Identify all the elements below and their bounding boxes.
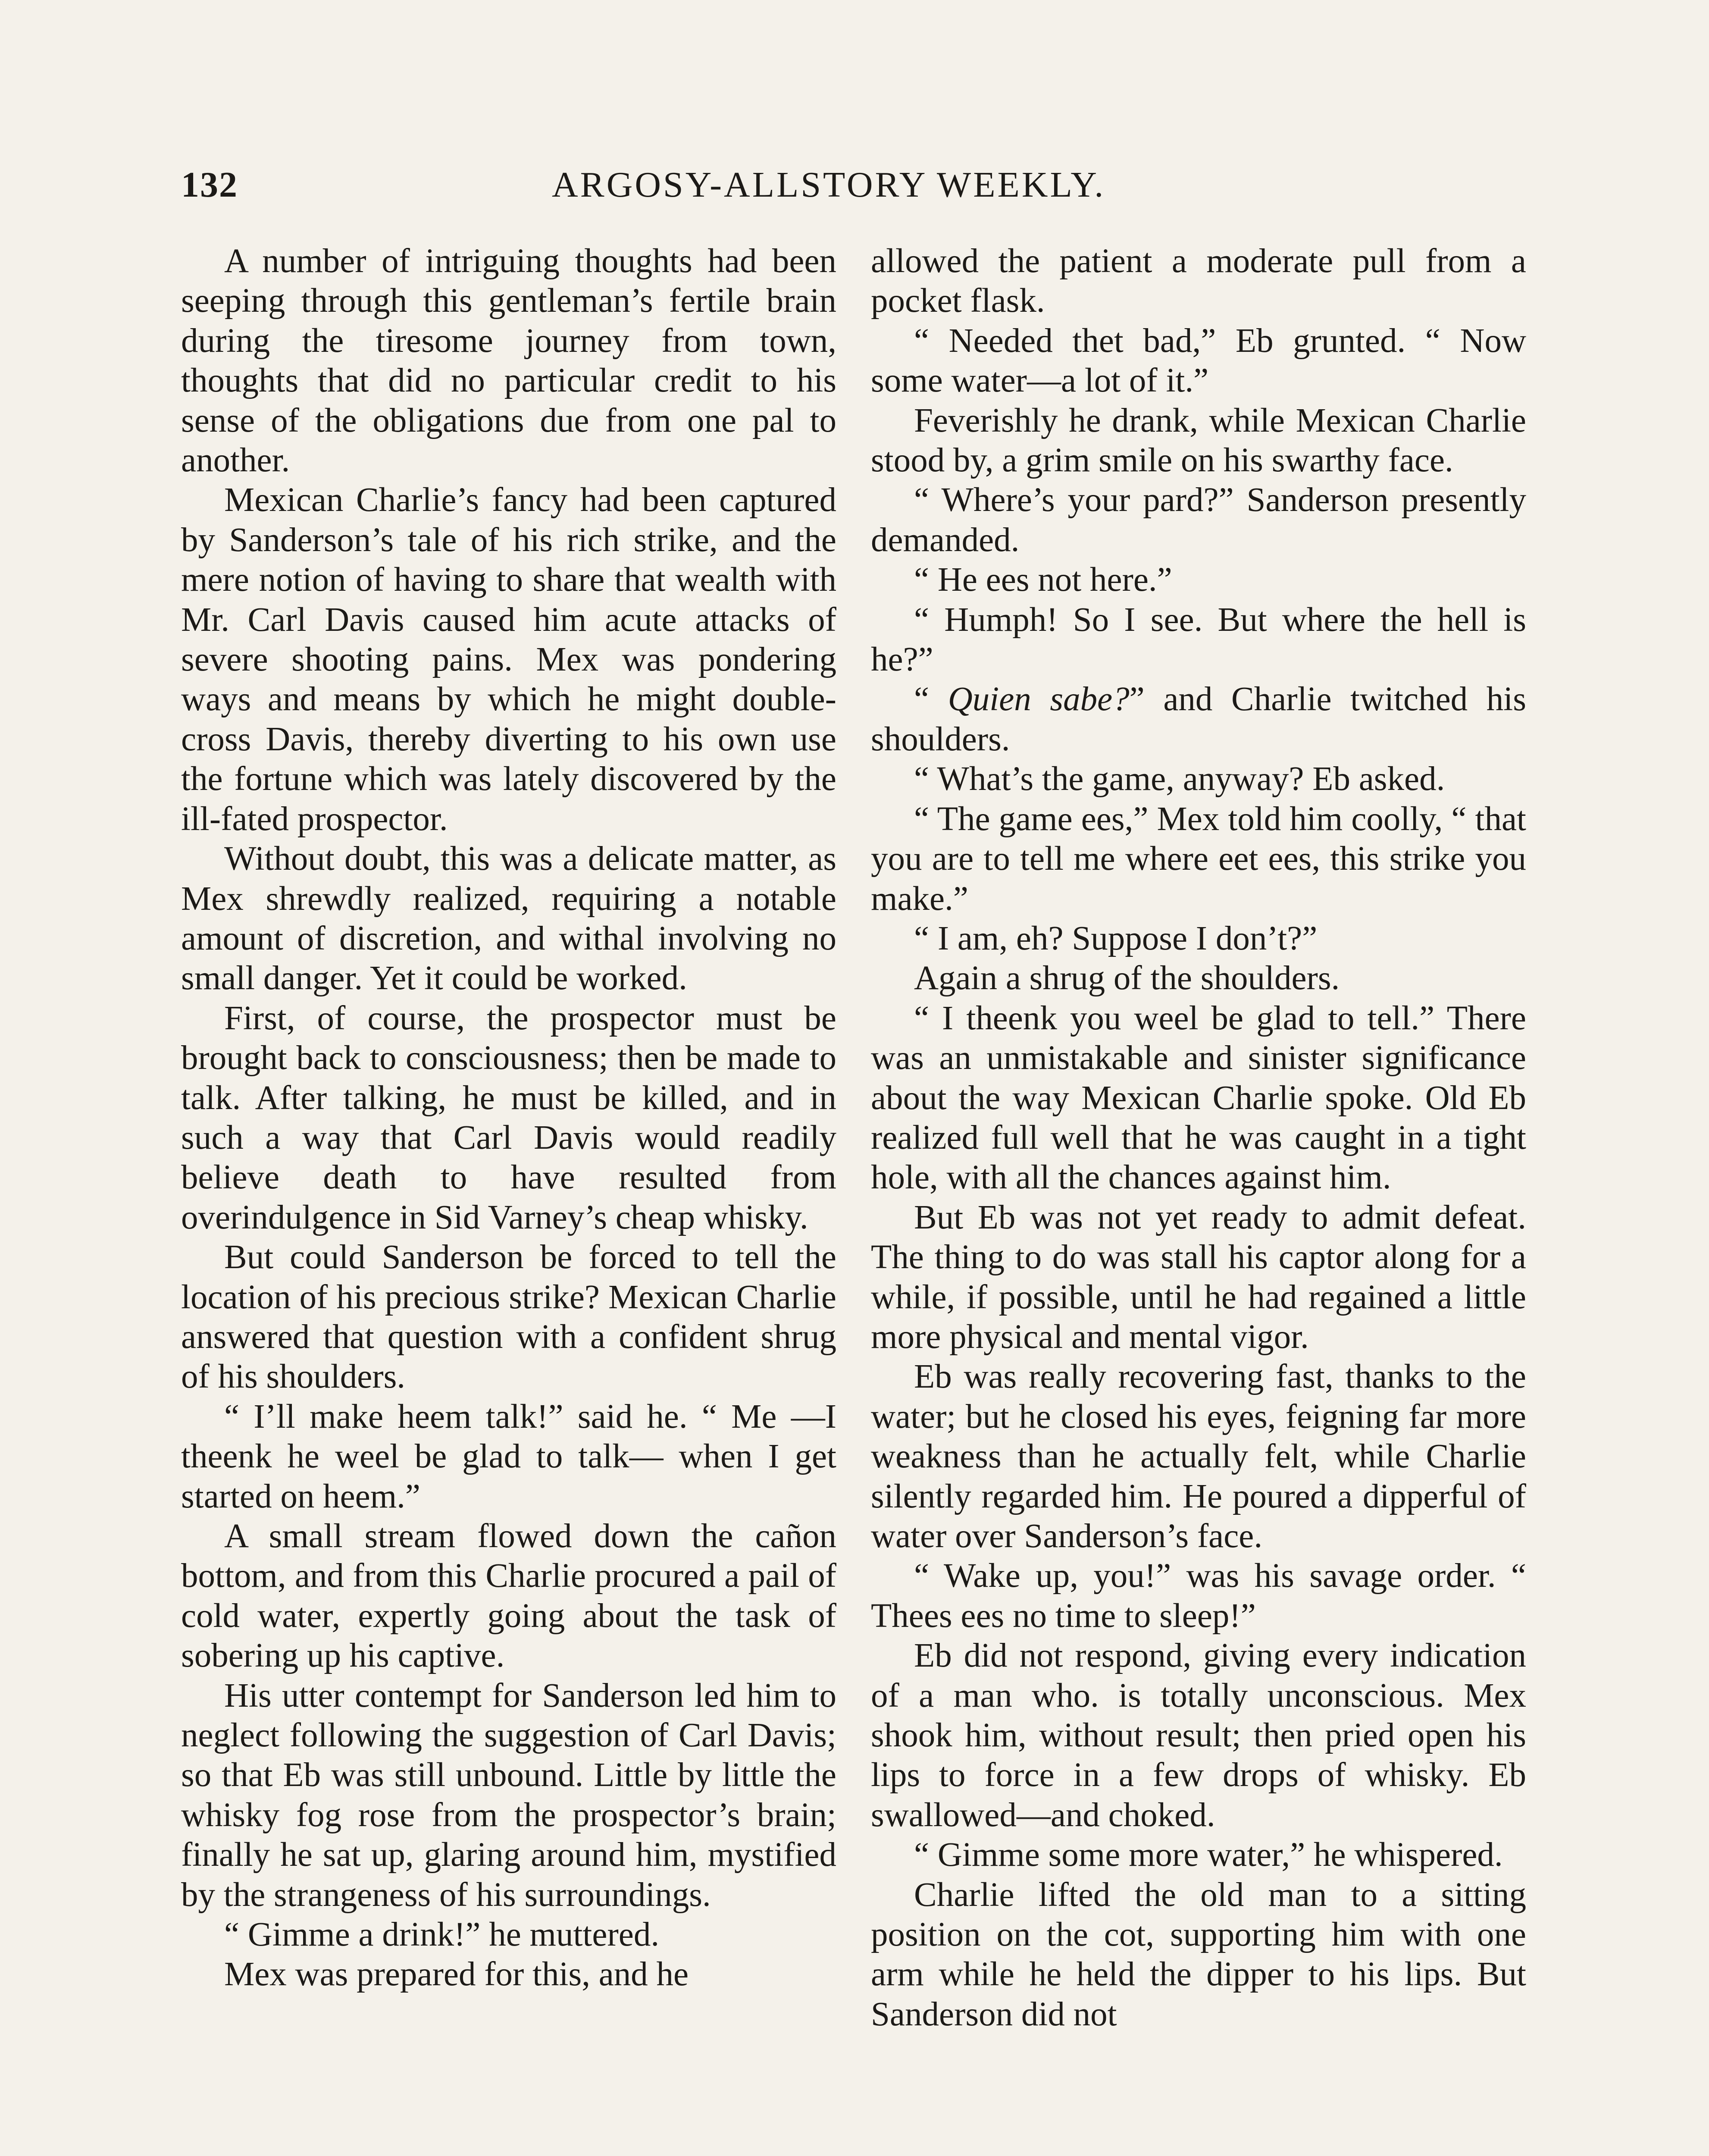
page-header [181, 164, 1147, 216]
paragraph: “ Gimme some more water,” he whispered. [914, 1836, 1503, 1874]
paragraph: “ I theenk you weel be glad to tell.” There was an unmistakable and sinister significance about the way Mexican Charlie spoke. Old Eb realized full well that he was caught in a tight hole, with all the chances against him. [871, 999, 1526, 1197]
paragraph: Feverishly he drank, while Mexican Charlie stood by, a grim smile on his swarthy face. [871, 401, 1526, 479]
left-column [181, 241, 836, 2156]
paragraph: But Eb was not yet ready to admit defeat. The thing to do was stall his captor along for a while, if possible, until he had regained a little more physical and mental vigor. [871, 1198, 1526, 1356]
paragraph: A number of intriguing thoughts had been seeping through this gentleman’s fertile brain during the tiresome journey from town, thoughts that did no particular credit to his sense of the obligations due from one pal to another. [181, 242, 836, 479]
paragraph: First, of course, the prospector must be brought back to consciousness; then be made to talk. After talking, he must be killed, and in such a way that Carl Davis would readily believe death to have resulted from overindulgence in Sid Varney’s cheap whisky. [181, 999, 836, 1236]
page-number: 132 [181, 165, 238, 205]
paragraph: Eb did not respond, giving every indication of a man who. is totally unconscious. Mex shook him, without result; then pried open his lips to force in a few drops of whisky. Eb swallowed—and choked. [871, 1637, 1526, 1834]
paragraph: “ Wake up, you!” was his savage order. “ Thees ees no time to sleep!” [871, 1557, 1526, 1635]
paragraph: “ Humph! So I see. But where the hell is he?” [871, 601, 1526, 679]
text-columns [181, 241, 1539, 2156]
paragraph: Mexican Charlie’s fancy had been captured by Sanderson’s tale of his rich strike, and the mere notion of having to share that wealth with Mr. Carl Davis caused him acute attacks of severe shooting pains. Mex was pondering ways and means by which he might double-cross Davis, thereby diverting to his own use the fortune which was lately discovered by the ill-fated prospector. [181, 481, 836, 838]
paragraph: “ I’ll make heem talk!” said he. “ Me —I theenk he weel be glad to talk— when I get started on heem.” [181, 1398, 836, 1515]
paragraph: Again a shrug of the shoulders. [914, 959, 1340, 997]
paragraph: His utter contempt for Sanderson led him to neglect following the suggestion of Carl Davis; so that Eb was still unbound. Little by little the whisky fog rose from the prospector’s brain; finally he sat up, glaring around him, mystified by the strangeness of his surroundings. [181, 1677, 836, 1914]
paragraph: “ Needed thet bad,” Eb grunted. “ Now some water—a lot of it.” [871, 322, 1526, 400]
paragraph: But could Sanderson be forced to tell the location of his precious strike? Mexican Charlie answered that question with a confident shrug of his shoulders. [181, 1238, 836, 1396]
paragraph: “ Gimme a drink!” he muttered. [224, 1916, 660, 1954]
running-title: ARGOSY-ALLSTORY WEEKLY. [552, 165, 1106, 205]
paragraph: “ I am, eh? Suppose I don’t?” [914, 919, 1318, 957]
paragraph: Without doubt, this was a delicate matter, as Mex shrewdly realized, requiring a notable amount of discretion, and withal involving no small danger. Yet it could be worked. [181, 840, 836, 997]
paragraph-quien-sabe: “ Quien sabe?” and Charlie twitched his shoulders. [871, 680, 1526, 758]
right-column [871, 241, 1526, 2156]
paragraph: Charlie lifted the old man to a sitting position on the cot, supporting him with one arm while he held the dipper to his lips. But Sanderson did not [871, 1876, 1526, 2033]
paragraph: A small stream flowed down the cañon bottom, and from this Charlie procured a pail of cold water, expertly going about the task of sobering up his captive. [181, 1517, 836, 1675]
paragraph: Mex was prepared for this, and he [224, 1955, 689, 1993]
italic-phrase: Quien sabe? [948, 680, 1130, 718]
paragraph: “ Where’s your pard?” Sanderson presently demanded. [871, 481, 1526, 559]
paragraph: Eb was really recovering fast, thanks to the water; but he closed his eyes, feigning far more weakness than he actually felt, while Charlie silently regarded him. He poured a dipperful of water over Sanderson’s face. [871, 1358, 1526, 1555]
paragraph: “ What’s the game, anyway? Eb asked. [914, 760, 1445, 798]
paragraph: “ He ees not here.” [914, 561, 1172, 599]
paragraph: “ The game ees,” Mex told him coolly, “ that you are to tell me where eet ees, this strike you make.” [871, 800, 1526, 918]
continued-paragraph: allowed the patient a moderate pull from a pocket flask. [871, 242, 1526, 320]
